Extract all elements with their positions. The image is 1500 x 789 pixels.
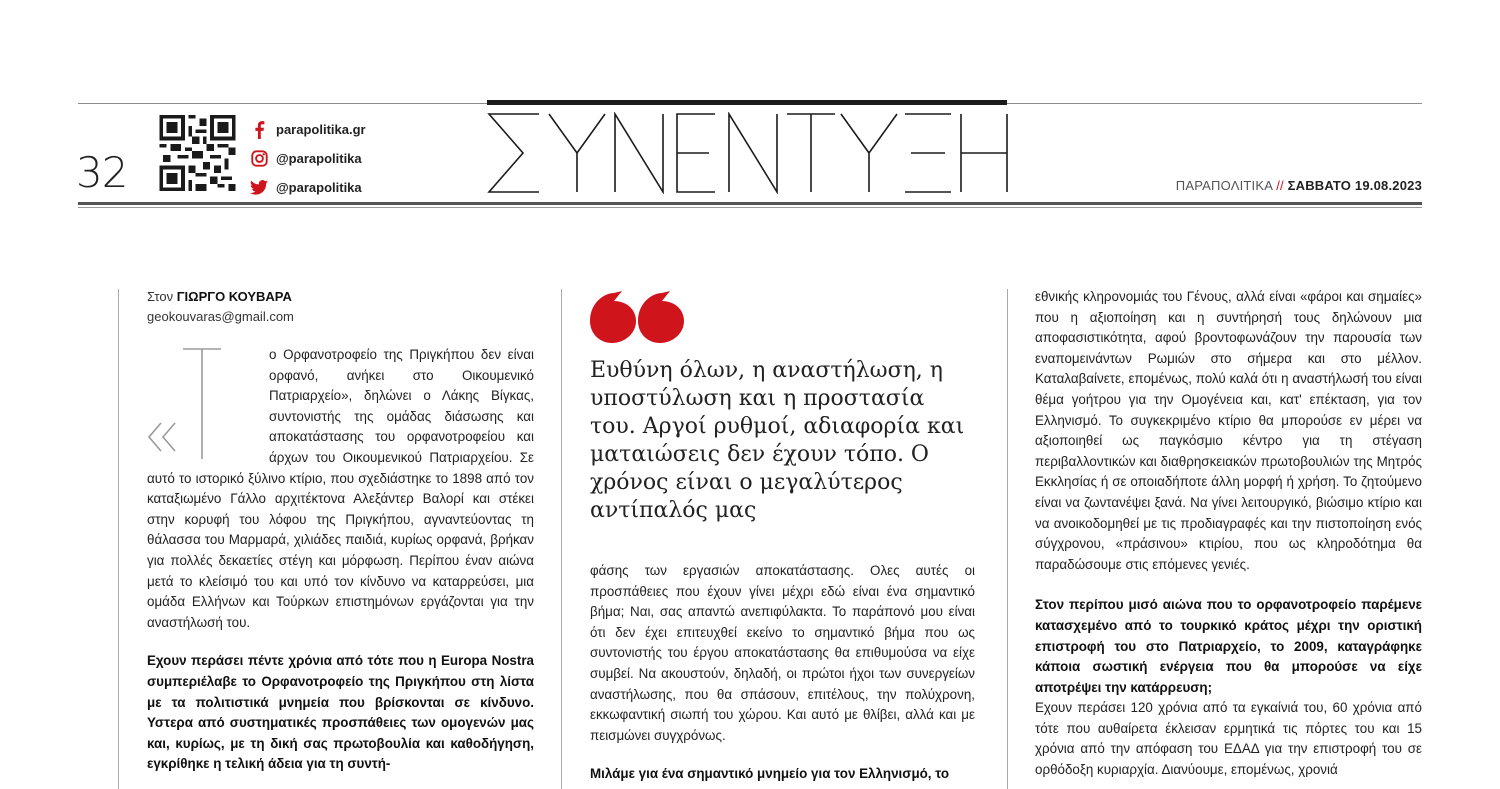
section-title-text xyxy=(1009,112,1010,113)
instagram-icon xyxy=(250,150,268,168)
intro-text: ο Ορφανοτροφείο της Πριγκήπου δεν είναι ορφανό, ανήκει στο Οικουμενικό Πατριαρχείο», δηλώνει ο Λάκης Βίγκας, συντονιστής της ομάδας διάσωσης και αποκατάστασης του ορφανοτροφείου και άρχων του Οικουμενικού Πατριαρχείου. Σε αυτό το ιστορικό ξύλινο κτίριο, που σχεδιάστηκε το 1898 από τον καταξιωμένο Γάλλο αρχιτέκτονα Αλεξάντερ Βαλορί και στέκει στην κορυφή του λόφου της Πριγκήπου, αγναντεύοντας τη θάλασσα του Μαρμαρά, χιλιάδες παιδιά, κυρίως ορφανά, βρήκαν για πολλές δεκαετίες στέγη και μόρφωση. Περίπου έναν αιώνα μετά το κλείσιμό του και υπό τον κίνδυνο να καταρρεύσει, μια ομάδα Ελλήνων και Τούρκων επιστημόνων εργάζονται για την αναστήλωσή του. xyxy=(147,347,534,630)
question-1: Εχουν περάσει πέντε χρόνια από τότε που η Europa Nostra συμπεριέλαβε το Ορφανοτροφείο της Πριγκήπου στη λίστα με τα πολιτιστικά μνημεία που βρίσκονται σε κίνδυνο. Υστερα από συστηματικές προσπάθειες των ομογενών μας και, κυρίως, με τη δική σας πρωτοβουλία και καθοδήγηση, εγκρίθηκε η τελική άδεια για τη συντή- xyxy=(147,653,534,772)
social-twitter[interactable] xyxy=(250,173,366,202)
social-label: parapolitika.gr xyxy=(276,122,366,137)
question-2: Μιλάμε για ένα σημαντικό μνημείο για τον Ελληνισμό, το xyxy=(590,766,950,782)
dropcap xyxy=(147,345,265,465)
twitter-icon xyxy=(250,179,268,197)
author-email[interactable]: geokouvaras@gmail.com xyxy=(147,309,294,324)
column-divider xyxy=(118,289,119,789)
social-label: @parapolitika xyxy=(276,151,362,166)
page-number: 32 xyxy=(76,148,128,197)
byline-prefix: Στον xyxy=(147,289,174,304)
section-bar xyxy=(487,100,1007,105)
issue-date: ΣΑΒΒΑΤΟ 19.08.2023 xyxy=(1287,178,1422,193)
byline xyxy=(147,287,534,307)
section-title-art xyxy=(487,112,1009,194)
column-divider xyxy=(1007,289,1008,789)
publication-date-line xyxy=(1176,178,1422,193)
intro-paragraph xyxy=(147,345,534,633)
qr-code xyxy=(158,115,237,191)
article-column-3 xyxy=(1035,287,1422,781)
author-name: ΓΙΩΡΓΟ ΚΟΥΒΑΡΑ xyxy=(176,289,292,304)
quote-mark-icon xyxy=(590,287,690,343)
answer-1: φάσης των εργασιών αποκατάστασης. Ολες αυτές οι προσπάθειες που έχουν γίνει μέχρι εδώ είναι ένα σημαντικό βήμα; Ναι, σας απαντώ ανεπιφύλακτα. Το παράπονό μου είναι ότι δεν έχει επιτευχθεί εκείνο το σημαντικό βήμα που ως συντονιστής του έργου αποκατάστασης θα επιθυμούσα να είχε συμβεί. Να ακουστούν, δηλαδή, οι πρώτοι ήχοι των συνεργείων αναστήλωσης, που θα σπάσουν, επιτέλους, την πολύχρονη, εκκωφαντική σιωπή του χώρου. Και αυτό με θλίβει, αλλά και με πεισμώνει συγχρόνως. xyxy=(590,563,975,743)
column-divider xyxy=(561,289,562,789)
section-title xyxy=(487,112,1009,194)
question-3: Στον περίπου μισό αιώνα που το ορφανοτροφείο παρέμενε κατασχεμένο από το τουρκικό κράτος μέχρι την οριστική επιστροφή του στο Πατριαρχείο, το 2009, καταγράφηκε κάποια σωστική ενέργεια που θα μπορούσε να είχε αποτρέψει την κατάρρευση; xyxy=(1035,597,1422,695)
social-label: @parapolitika xyxy=(276,180,362,195)
column-3-text: εθνικής κληρονομιάς του Γένους, αλλά είναι «φάροι και σημαίες» που η αξιοποίηση και η συντήρησή τους δηλώνουν μια αποφασιστικότητα, αφού βροντοφωνάζουν την παρουσία των εναπομεινάντων Ρωμιών στο σήμερα και στο μέλλον. Καταλαβαίνετε, επομένως, πολύ καλά ότι η αναστήλωσή του είναι θέμα γοήτρου για την Ομογένεια και, κατ' επέκταση, για τον Ελληνισμό. Το συγκεκριμένο κτίριο θα μπορούσε εν μέρει να αξιοποιηθεί ως παγκόσμιο κέντρο για τη στέγαση περιβαλλοντικών και διαθρησκειακών πρωτοβουλιών της Μητρός Εκκλησίας ή σε οποιαδήποτε άλλη μορφή ή χρήση. Το ζητούμενο είναι να ζωντανέψει ξανά. Να γίνει λειτουργικό, βιώσιμο κτίριο και να ανοικοδομηθεί με τις προδιαγραφές και την πιστοποίηση ενός σύγχρονου, «πράσινου» κτιρίου, που ως κληροδότημα θα παραδώσουμε στις επόμενες γενιές. xyxy=(1035,289,1422,572)
dropcap-art xyxy=(147,345,265,465)
facebook-icon xyxy=(250,121,268,139)
social-links xyxy=(250,115,366,202)
social-facebook[interactable] xyxy=(250,115,366,144)
separator: // xyxy=(1276,178,1284,193)
article-column-1 xyxy=(147,287,534,775)
answer-3: Εχουν περάσει 120 χρόνια από τα εγκαίνιά του, 60 χρόνια από τότε που αυθαίρετα έκλεισαν ερμητικά τις πόρτες του και 15 χρόνια από την απόφαση του ΕΔΑΔ για την επιστροφή του σε ορθόδοξη κυριαρχία. Διανύουμε, επομένως, χρονιά xyxy=(1035,700,1422,778)
publication-name: ΠΑΡΑΠΟΛΙΤΙΚΑ xyxy=(1175,178,1273,193)
social-instagram[interactable] xyxy=(250,144,366,173)
article-column-2 xyxy=(590,287,975,785)
header-bottom-rule xyxy=(78,202,1422,205)
pull-quote: Ευθύνη όλων, η αναστήλωση, η υποστύλωση και η προστασία του. Αργοί ρυθμοί, αδιαφορία και ματαιώσεις δεν έχουν τόπο. Ο χρόνος είναι ο μεγαλύτερος αντίπαλός μας xyxy=(590,358,965,523)
header-bottom-rule-thin xyxy=(78,207,1422,208)
